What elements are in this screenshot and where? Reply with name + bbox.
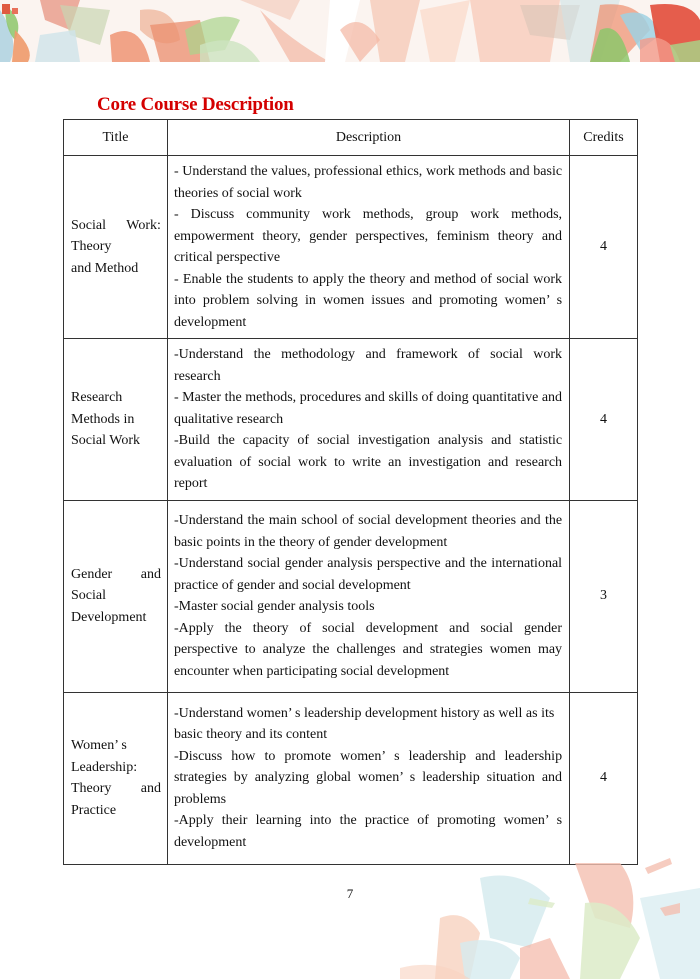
description-item: - Discuss community work methods, group work methods, empowerment theory, gender perspectives, feminism theory and critical perspective	[173, 207, 563, 265]
header-credits: Credits	[570, 120, 638, 156]
description-item: -Understand women’ s leadership development history as well as its	[173, 705, 555, 721]
course-title-line: Gender and	[71, 566, 161, 582]
header-title: Title	[64, 120, 168, 156]
description-item: - Master the methods, procedures and skills of doing quantitative and qualitative research	[173, 390, 563, 427]
course-title-line: Development	[71, 609, 147, 625]
decorative-header-banner	[0, 0, 700, 62]
course-title	[64, 339, 168, 501]
course-title-line: Leadership:	[71, 759, 138, 775]
description-item: -Understand the methodology and framework of social work research	[173, 347, 563, 384]
section-title: Core Course Description	[97, 94, 294, 115]
course-credits: 4	[570, 156, 638, 339]
table-row	[64, 156, 638, 339]
floral-pattern-icon	[0, 0, 700, 62]
description-item: - Enable the students to apply the theory and method of social work into problem solving in women issues and promoting women’ s development	[173, 271, 563, 330]
table-row	[64, 692, 638, 864]
description-item: -Understand the main school of social development theories and the basic points in the theory of gender development	[173, 513, 563, 550]
description-item: -Understand social gender analysis perspective and the international practice of gender and social development	[173, 556, 563, 593]
course-title-line: Methods in	[71, 411, 135, 427]
course-credits: 3	[570, 500, 638, 692]
course-credits: 4	[570, 339, 638, 501]
description-item: -Apply their learning into the practice of promoting women’ s development	[173, 813, 563, 850]
course-title	[64, 156, 168, 339]
table-row	[64, 500, 638, 692]
description-item: -Master social gender analysis tools	[173, 599, 375, 614]
course-description	[167, 692, 569, 864]
description-item: -Discuss how to promote women’ s leadership and leadership strategies by analyzing global women’ s leadership situation and problems	[173, 748, 563, 807]
core-course-table	[63, 119, 638, 865]
course-title-line: Social Work	[71, 433, 140, 448]
course-title-line: and Method	[71, 260, 139, 276]
course-title-line: Practice	[71, 802, 117, 818]
course-title-line: Social Work:	[71, 217, 161, 233]
course-description	[167, 500, 569, 692]
description-item: -Apply the theory of social development and social gender perspective to analyze the challenges and strategies women may encounter when participating social development	[173, 620, 563, 679]
table-row	[64, 339, 638, 501]
course-title-line: Women’ s	[71, 738, 127, 753]
floral-pattern-icon	[380, 858, 700, 979]
course-title	[64, 692, 168, 864]
header-description: Description	[167, 120, 569, 156]
course-credits: 4	[570, 692, 638, 864]
description-item: basic theory and its content	[173, 727, 328, 743]
course-title-line: Theory	[71, 239, 112, 255]
page-number: 7	[346, 886, 354, 901]
course-title-line: Research	[71, 390, 123, 405]
description-item: - Understand the values, professional ethics, work methods and basic theories of social work	[173, 164, 563, 201]
description-item: -Build the capacity of social investigation analysis and statistic evaluation of social work to write an investigation and research report	[173, 433, 563, 491]
decorative-corner	[380, 858, 700, 979]
course-title	[64, 500, 168, 692]
course-title-line: Theory and	[71, 781, 161, 796]
course-description	[167, 339, 569, 501]
course-title-line: Social	[71, 588, 106, 604]
table-header-row	[64, 120, 638, 156]
course-description	[167, 156, 569, 339]
